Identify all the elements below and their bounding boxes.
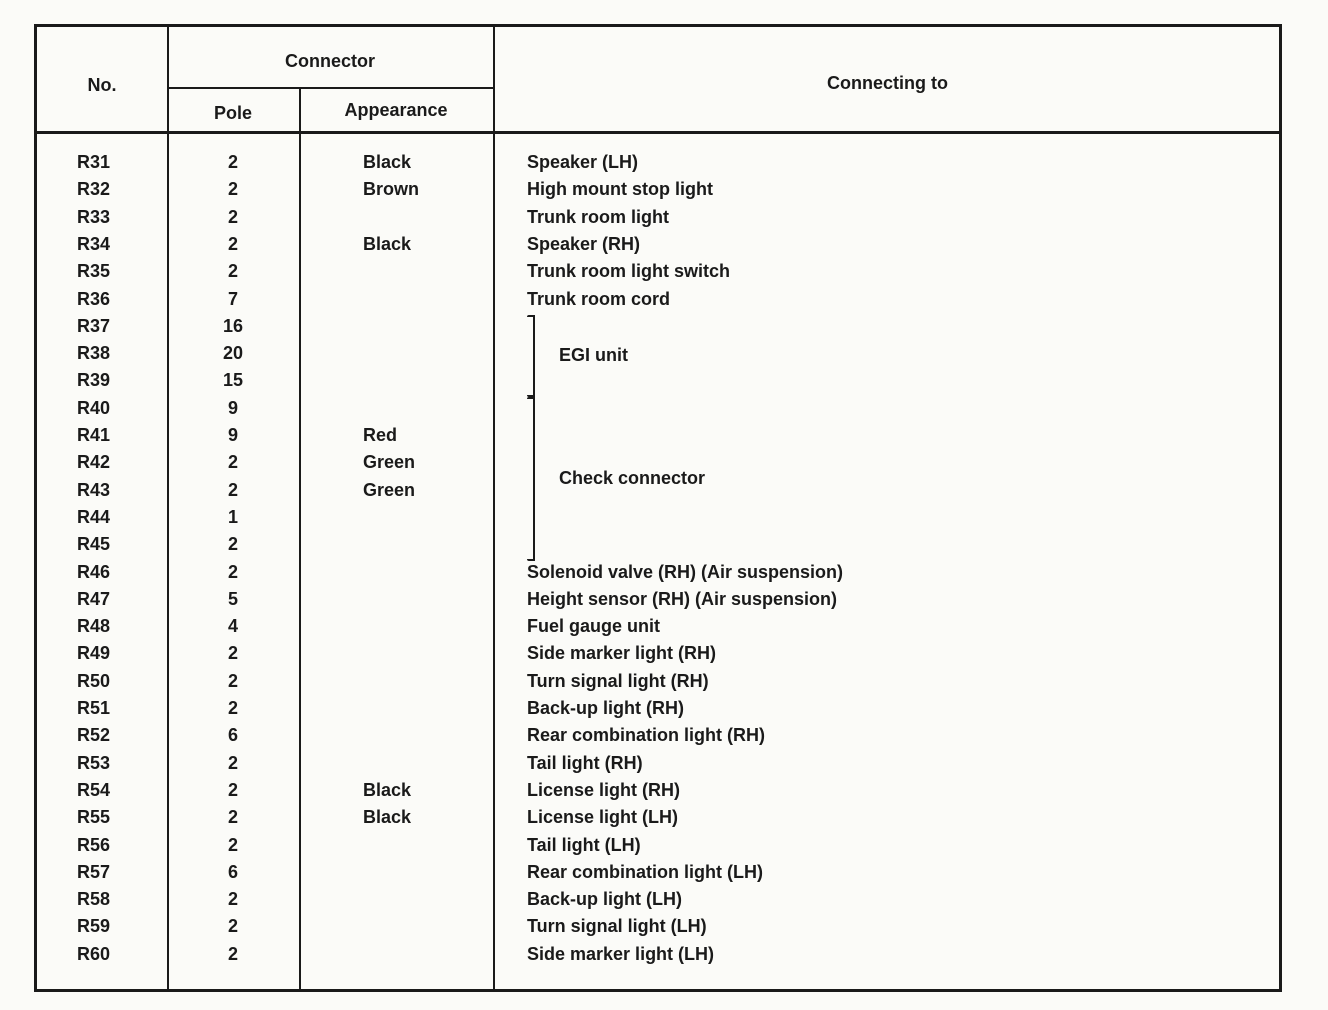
row-no: R48	[77, 616, 111, 636]
row-pole: 2	[227, 179, 238, 199]
row-pole: 6	[227, 862, 238, 882]
row-connecting-to: Fuel gauge unit	[527, 616, 660, 636]
row-connecting-to: Side marker light (RH)	[527, 643, 717, 663]
row-connecting-to: Tail light (LH)	[527, 835, 641, 855]
header-no: No.	[87, 75, 117, 95]
row-pole: 16	[222, 316, 244, 336]
group-label: EGI unit	[559, 345, 628, 365]
row-appearance: Green	[363, 480, 416, 500]
group-brace	[533, 315, 545, 397]
row-pole: 2	[227, 534, 238, 554]
row-pole: 20	[222, 343, 244, 363]
row-no: R44	[77, 507, 111, 527]
row-no: R31	[77, 152, 111, 172]
row-pole: 2	[227, 944, 238, 964]
row-pole: 6	[227, 725, 238, 745]
row-connecting-to: Back-up light (LH)	[527, 889, 682, 909]
row-pole: 5	[227, 589, 238, 609]
row-no: R34	[77, 234, 111, 254]
row-no: R41	[77, 425, 111, 445]
row-pole: 2	[227, 562, 238, 582]
row-connecting-to: High mount stop light	[527, 179, 713, 199]
row-no: R40	[77, 398, 111, 418]
row-pole: 2	[227, 671, 238, 691]
row-connecting-to: License light (LH)	[527, 807, 679, 827]
row-connecting-to: Turn signal light (RH)	[527, 671, 709, 691]
row-no: R58	[77, 889, 111, 909]
header-divider	[37, 131, 1279, 134]
row-connecting-to: Rear combination light (RH)	[527, 725, 765, 745]
group-label: Check connector	[559, 468, 706, 488]
row-no: R51	[77, 698, 111, 718]
row-connecting-to: Trunk room light switch	[527, 261, 731, 281]
row-no: R33	[77, 207, 111, 227]
row-pole: 2	[227, 753, 238, 773]
row-appearance: Black	[363, 234, 412, 254]
row-no: R47	[77, 589, 111, 609]
row-appearance: Black	[363, 807, 412, 827]
row-pole: 2	[227, 889, 238, 909]
connector-table	[34, 24, 1282, 992]
column-divider	[299, 89, 301, 989]
header-connecting-to: Connecting to	[827, 73, 948, 93]
row-no: R49	[77, 643, 111, 663]
row-pole: 4	[227, 616, 238, 636]
row-pole: 2	[227, 916, 238, 936]
row-no: R45	[77, 534, 111, 554]
row-pole: 2	[227, 452, 238, 472]
row-pole: 2	[227, 643, 238, 663]
row-no: R52	[77, 725, 111, 745]
row-no: R37	[77, 316, 111, 336]
row-connecting-to: Turn signal light (LH)	[527, 916, 707, 936]
row-connecting-to: Speaker (RH)	[527, 234, 641, 254]
row-no: R32	[77, 179, 111, 199]
row-connecting-to: Rear combination light (LH)	[527, 862, 763, 882]
row-no: R54	[77, 780, 111, 800]
row-connecting-to: License light (RH)	[527, 780, 681, 800]
row-no: R35	[77, 261, 111, 281]
row-pole: 1	[227, 507, 238, 527]
header-connector: Connector	[285, 51, 375, 71]
row-no: R57	[77, 862, 111, 882]
row-pole: 2	[227, 835, 238, 855]
row-pole: 2	[227, 261, 238, 281]
column-divider	[493, 27, 495, 989]
row-no: R56	[77, 835, 111, 855]
row-no: R36	[77, 289, 111, 309]
row-pole: 2	[227, 234, 238, 254]
row-connecting-to: Trunk room cord	[527, 289, 671, 309]
row-no: R60	[77, 944, 111, 964]
row-connecting-to: Solenoid valve (RH) (Air suspension)	[527, 562, 844, 582]
row-pole: 15	[222, 370, 244, 390]
row-pole: 2	[227, 207, 238, 227]
row-connecting-to: Trunk room light	[527, 207, 669, 227]
row-pole: 9	[227, 398, 238, 418]
row-appearance: Black	[363, 152, 412, 172]
row-pole: 2	[227, 807, 238, 827]
row-connecting-to: Back-up light (RH)	[527, 698, 684, 718]
row-connecting-to: Side marker light (LH)	[527, 944, 715, 964]
row-connecting-to: Tail light (RH)	[527, 753, 643, 773]
row-connecting-to: Speaker (LH)	[527, 152, 639, 172]
row-pole: 2	[227, 698, 238, 718]
row-no: R55	[77, 807, 111, 827]
row-pole: 7	[227, 289, 238, 309]
row-no: R50	[77, 671, 111, 691]
header-pole: Pole	[213, 103, 252, 123]
row-no: R42	[77, 452, 111, 472]
row-pole: 2	[227, 480, 238, 500]
header-divider	[167, 87, 493, 89]
group-brace	[533, 397, 545, 561]
row-appearance: Red	[363, 425, 398, 445]
row-appearance: Black	[363, 780, 412, 800]
header-appearance: Appearance	[344, 100, 448, 120]
row-pole: 9	[227, 425, 238, 445]
row-pole: 2	[227, 780, 238, 800]
row-no: R38	[77, 343, 111, 363]
row-no: R39	[77, 370, 111, 390]
row-appearance: Green	[363, 452, 416, 472]
row-no: R43	[77, 480, 111, 500]
row-connecting-to: Height sensor (RH) (Air suspension)	[527, 589, 838, 609]
row-no: R59	[77, 916, 111, 936]
row-no: R53	[77, 753, 111, 773]
row-pole: 2	[227, 152, 238, 172]
row-appearance: Brown	[363, 179, 419, 199]
row-no: R46	[77, 562, 111, 582]
